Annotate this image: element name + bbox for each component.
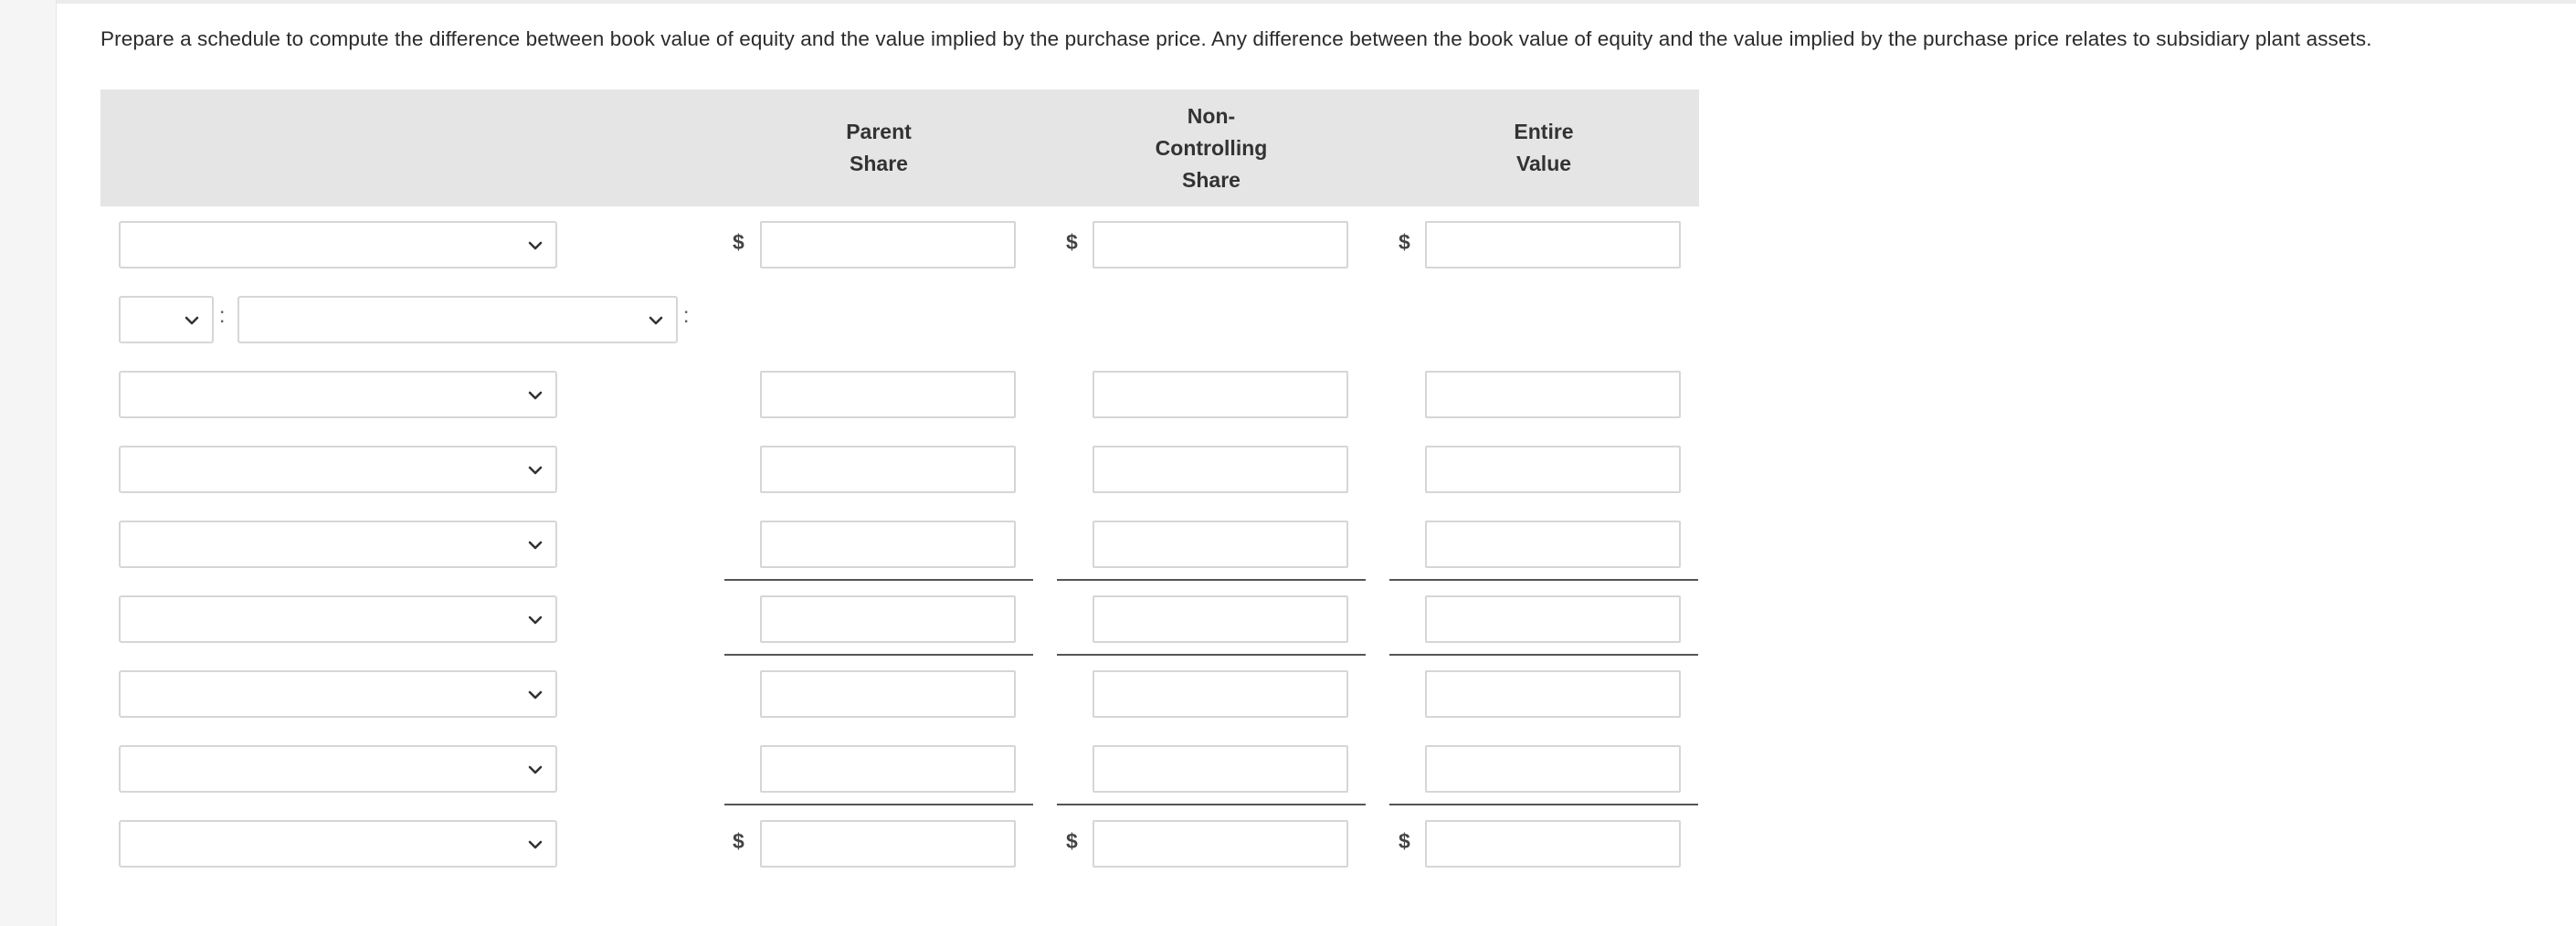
chevron-down-icon bbox=[526, 760, 544, 780]
parent-amount-input[interactable] bbox=[760, 670, 1016, 718]
currency-symbol: $ bbox=[733, 230, 744, 254]
noncontrolling-amount-input[interactable] bbox=[1093, 371, 1348, 418]
currency-symbol: $ bbox=[733, 829, 744, 853]
account-label-select[interactable] bbox=[119, 670, 557, 718]
currency-symbol: $ bbox=[1066, 230, 1078, 254]
schedule-row bbox=[0, 745, 2576, 793]
currency-symbol: $ bbox=[1399, 230, 1410, 254]
chevron-down-icon bbox=[647, 310, 665, 331]
entire-amount-input[interactable] bbox=[1425, 521, 1681, 568]
header-entire-line2: Value bbox=[1515, 152, 1572, 175]
chevron-down-icon bbox=[526, 535, 544, 555]
header-noncontrolling-line1: Non- bbox=[1187, 103, 1236, 128]
parent-amount-input[interactable] bbox=[760, 446, 1016, 493]
account-label-select[interactable] bbox=[238, 296, 678, 343]
colon-separator: : bbox=[219, 303, 226, 327]
noncontrolling-amount-input[interactable] bbox=[1093, 595, 1348, 643]
schedule-row bbox=[0, 296, 2576, 343]
account-label-select[interactable] bbox=[119, 595, 557, 643]
total-rule bbox=[724, 579, 1033, 581]
total-rule bbox=[1057, 654, 1366, 656]
header-parent-share bbox=[769, 89, 988, 206]
entire-amount-input[interactable] bbox=[1425, 745, 1681, 793]
chevron-down-icon bbox=[526, 685, 544, 705]
schedule-row bbox=[0, 221, 2576, 268]
noncontrolling-amount-input[interactable] bbox=[1093, 820, 1348, 868]
instructions-text: Prepare a schedule to compute the difference between book value of equity and the value implied by the purchase price. Any difference between the book value of equity and the value implied by the purchase price relates to subsidiary plant assets. bbox=[100, 27, 2372, 50]
chevron-down-icon bbox=[526, 610, 544, 630]
account-label-select[interactable] bbox=[119, 446, 557, 493]
chevron-down-icon bbox=[526, 835, 544, 855]
parent-amount-input[interactable] bbox=[760, 745, 1016, 793]
parent-amount-input[interactable] bbox=[760, 820, 1016, 868]
total-rule bbox=[1057, 579, 1366, 581]
schedule-row bbox=[0, 521, 2576, 568]
currency-symbol: $ bbox=[1399, 829, 1410, 853]
total-rule bbox=[1389, 804, 1698, 805]
header-noncontrolling-share bbox=[1102, 89, 1321, 206]
schedule-row bbox=[0, 595, 2576, 643]
chevron-down-icon bbox=[526, 236, 544, 256]
header-parent-line1: Parent bbox=[846, 120, 912, 143]
colon-separator: : bbox=[683, 303, 690, 327]
noncontrolling-amount-input[interactable] bbox=[1093, 745, 1348, 793]
header-parent-line2: Share bbox=[850, 152, 908, 175]
schedule-row bbox=[0, 820, 2576, 868]
account-label-select[interactable] bbox=[119, 820, 557, 868]
total-rule bbox=[1389, 579, 1698, 581]
parent-amount-input[interactable] bbox=[760, 521, 1016, 568]
account-label-select[interactable] bbox=[119, 745, 557, 793]
total-rule bbox=[1389, 654, 1698, 656]
entire-amount-input[interactable] bbox=[1425, 446, 1681, 493]
account-label-select[interactable] bbox=[119, 221, 557, 268]
chevron-down-icon bbox=[526, 460, 544, 480]
entire-amount-input[interactable] bbox=[1425, 595, 1681, 643]
parent-amount-input[interactable] bbox=[760, 595, 1016, 643]
total-rule bbox=[724, 804, 1033, 805]
noncontrolling-amount-input[interactable] bbox=[1093, 221, 1348, 268]
entire-amount-input[interactable] bbox=[1425, 221, 1681, 268]
schedule-header bbox=[100, 89, 1699, 206]
header-noncontrolling-line2: Controlling bbox=[1155, 135, 1268, 160]
schedule-row bbox=[0, 670, 2576, 718]
entire-amount-input[interactable] bbox=[1425, 820, 1681, 868]
parent-amount-input[interactable] bbox=[760, 221, 1016, 268]
total-rule bbox=[1057, 804, 1366, 805]
top-divider bbox=[57, 0, 2576, 4]
total-rule bbox=[724, 654, 1033, 656]
account-label-select[interactable] bbox=[119, 371, 557, 418]
entire-amount-input[interactable] bbox=[1425, 371, 1681, 418]
noncontrolling-amount-input[interactable] bbox=[1093, 446, 1348, 493]
noncontrolling-amount-input[interactable] bbox=[1093, 670, 1348, 718]
header-noncontrolling-line3: Share bbox=[1182, 167, 1240, 192]
currency-symbol: $ bbox=[1066, 829, 1078, 853]
adjustment-sign-select[interactable] bbox=[119, 296, 214, 343]
chevron-down-icon bbox=[183, 310, 201, 331]
entire-amount-input[interactable] bbox=[1425, 670, 1681, 718]
chevron-down-icon bbox=[526, 385, 544, 405]
account-label-select[interactable] bbox=[119, 521, 557, 568]
header-entire-value bbox=[1434, 89, 1653, 206]
parent-amount-input[interactable] bbox=[760, 371, 1016, 418]
schedule-row bbox=[0, 446, 2576, 493]
header-entire-line1: Entire bbox=[1514, 120, 1574, 143]
schedule-row bbox=[0, 371, 2576, 418]
noncontrolling-amount-input[interactable] bbox=[1093, 521, 1348, 568]
